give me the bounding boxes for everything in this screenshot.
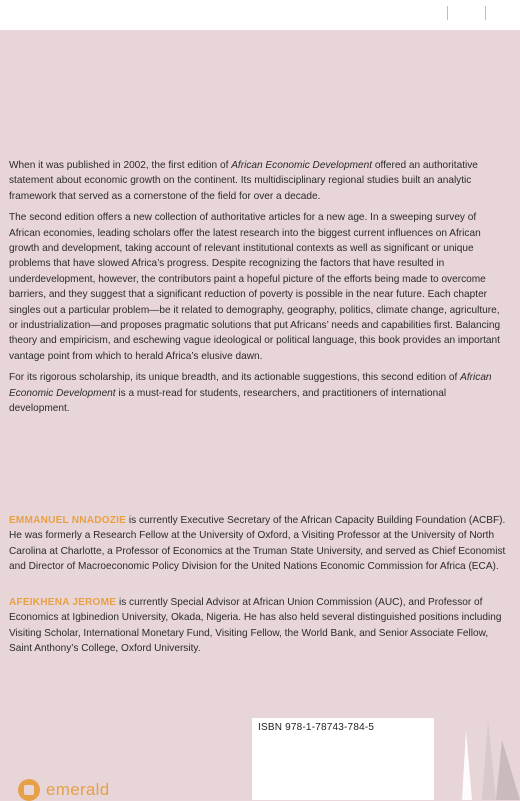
emerald-logo-icon [18, 779, 40, 801]
author-bio-2 [9, 595, 509, 657]
description-paragraph-3 [9, 370, 507, 416]
author-name: AFEIKHENA JEROME [9, 597, 117, 608]
book-description [9, 158, 507, 423]
top-strip [0, 0, 520, 30]
book-title: African Economic Development [9, 372, 492, 399]
author-name: EMMANUEL NNADOZIE [9, 515, 127, 526]
author-bio-1 [9, 513, 509, 575]
book-title: African Economic Development [231, 160, 373, 171]
paragraph-text: is a must-read for students, researchers, and practitioners of international development. [9, 387, 447, 415]
description-paragraph-1 [9, 158, 507, 204]
paragraph-text: For its rigorous scholarship, its unique breadth, and its actionable suggestions, this second edition of [9, 372, 461, 384]
barcode [258, 738, 428, 800]
isbn-barcode-box [252, 718, 434, 800]
publisher-logo [18, 780, 110, 800]
trim-mark [485, 6, 486, 20]
description-paragraph-2: The second edition offers a new collection of authoritative articles for a new age. In a sweeping survey of African economies, leading scholars offer the latest research into the biggest current influences on African growth and development, taking account of relevant institutional contexts as well as significant or unique problems that have slowed Africa’s progress. Despite recognizing the factors that have resulted in underdevelopment, however, the contributors paint a hopeful picture of the efforts being made to overcome barriers, and they suggest that a significant reduction of poverty is possible in the near future. Each chapter singles out a particular problem—be it related to demography, geography, politics, climate change, agriculture, or industrialization—and proposes pragmatic solutions that put Africans’ needs and capabilities first. Balancing theory and empiricism, and eschewing vague ideological or political language, this book provides an important vantage point from which to herald Africa’s elusive dawn. [9, 212, 501, 362]
paragraph-text: When it was published in 2002, the first edition of [9, 160, 232, 171]
author-bio-text: is currently Executive Secretary of the African Capacity Building Foundation (ACBF). He was formerly a Research Fellow at the University of Oxford, a Visiting Professor at the University of North Carolina at Charlotte, a Professor of Economics at the Truman State University, and served as Chief Economist and Director of Macroeconomic Policy Division for the United Nations Economic Commission for Africa (ECA). [9, 515, 506, 573]
paragraph-text: offered an authoritative statement about economic growth on the continent. Its multidisciplinary regional studies built an analytic framework that served as a cornerstone of the field for over a decade. [9, 160, 478, 202]
author-bio-text: is currently Special Advisor at African Union Commission (AUC), and Professor of Economics at Igbinedion University, Okada, Nigeria. He has also held several distinguished positions including Visiting Scholar, International Monetary Fund, Visiting Fellow, the World Bank, and Senior Associate Fellow, Saint Anthony’s College, Oxford University. [9, 597, 502, 655]
trim-mark [447, 6, 448, 20]
publisher-name: emerald [46, 780, 110, 799]
isbn-number: ISBN 978-1-78743-784-5 [258, 722, 375, 733]
cover-decoration [452, 720, 520, 800]
